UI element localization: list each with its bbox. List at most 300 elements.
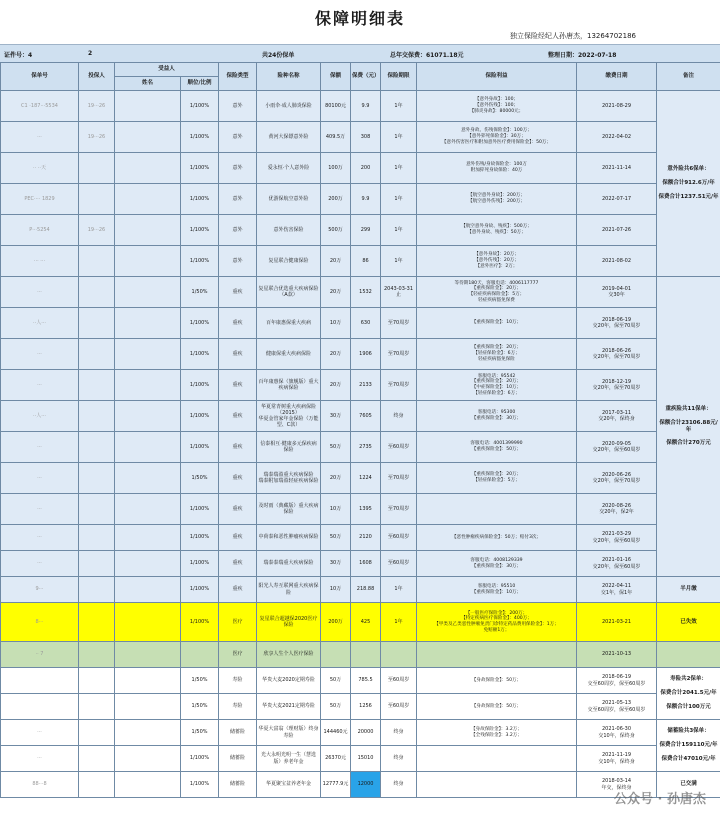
cell-date: 2021-11-14: [577, 153, 657, 184]
table-row: [1, 339, 720, 370]
col-product: 险种名称: [257, 63, 321, 91]
cell-product: 瑞泰瑞盈重大疾病保险 瑞泰附加瑞盈轻症疾病保险: [257, 463, 321, 494]
cell-period: 至60周岁: [381, 432, 417, 463]
cell-beneficiary-name: [115, 525, 181, 551]
cell-ratio: 1/100%: [181, 370, 219, 401]
cell-premium: 1608: [351, 551, 381, 577]
cell-beneficiary-name: [115, 463, 181, 494]
cell-date: 2018-06-19 交至60周岁，保至60周岁: [577, 668, 657, 694]
table-row: [1, 463, 720, 494]
table-row: [1, 215, 720, 246]
cell-coverage: 30万: [321, 401, 351, 432]
table-row: [1, 277, 720, 308]
col-premium: 保费（元）: [351, 63, 381, 91]
cell-product: 华贵大麦2020定期寿险: [257, 668, 321, 694]
cell-ratio: 1/100%: [181, 153, 219, 184]
cell-product: 百年康惠保（旗舰版）重大疾病保险: [257, 370, 321, 401]
cell-ratio: 1/100%: [181, 246, 219, 277]
cell-coverage: 20万: [321, 339, 351, 370]
cell-coverage: 50万: [321, 525, 351, 551]
cell-insured: [79, 642, 115, 668]
cell-insured: [79, 463, 115, 494]
cell-beneficiary-name: [115, 432, 181, 463]
cell-policy-no: 8···: [1, 603, 79, 642]
cell-policy-no: PEC···· 1829: [1, 184, 79, 215]
cell-date: 2020-08-26 交20年，保2年: [577, 494, 657, 525]
cell-coverage: 10万: [321, 308, 351, 339]
cell-beneficiary-name: [115, 215, 181, 246]
cell-date: 2018-06-19 交20年，保至70周岁: [577, 308, 657, 339]
col-coverage: 保额: [321, 63, 351, 91]
cell-premium: 9.9: [351, 91, 381, 122]
table-row: [1, 551, 720, 577]
cell-period: 1年: [381, 603, 417, 642]
cell-product: 优游保航空意外险: [257, 184, 321, 215]
table-row: [1, 153, 720, 184]
remark-half-month: 半月缴: [657, 577, 720, 603]
cell-ratio: 1/50%: [181, 463, 219, 494]
cell-ratio: 1/100%: [181, 401, 219, 432]
cell-policy-no: ···: [1, 277, 79, 308]
cell-date: 2021-01-16 交20年，保至60周岁: [577, 551, 657, 577]
cell-policy-no: ···: [1, 463, 79, 494]
cell-product: 华夏聚宝盆养老年金: [257, 772, 321, 798]
cell-date: 2021-03-29 交20年，保至60周岁: [577, 525, 657, 551]
cell-insured: [79, 370, 115, 401]
table-row: [1, 246, 720, 277]
cell-beneficiary-name: [115, 153, 181, 184]
cell-period: 终身: [381, 401, 417, 432]
cell-benefits: 【恶性肿瘤疾病保险金】：50万；赔付3次；: [417, 525, 577, 551]
cell-ratio: 1/50%: [181, 720, 219, 746]
cell-date: 2021-11-19 交10年，保终身: [577, 746, 657, 772]
table-row: [1, 91, 720, 122]
cell-type: 意外: [219, 184, 257, 215]
cell-benefits: 客服电话：4001399990 【重疾保险金】：50万；: [417, 432, 577, 463]
cell-coverage: 200万: [321, 184, 351, 215]
cell-beneficiary-name: [115, 551, 181, 577]
cell-premium: 15010: [351, 746, 381, 772]
cell-policy-no: ···: [1, 370, 79, 401]
cell-period: 终身: [381, 772, 417, 798]
cell-benefits: [417, 746, 577, 772]
cell-premium: 2120: [351, 525, 381, 551]
cell-date: 2019-04-01 交30年: [577, 277, 657, 308]
col-pay-date: 缴费日期: [577, 63, 657, 91]
cell-period: 至60周岁: [381, 551, 417, 577]
cell-type: 意外: [219, 246, 257, 277]
cell-coverage: 10万: [321, 577, 351, 603]
cell-product: 华夏常青树重大疾病保险（2015） 华夏金管家年金保险（万能型、C款）: [257, 401, 321, 432]
cell-coverage: 50万: [321, 668, 351, 694]
cell-coverage: 20万: [321, 277, 351, 308]
cell-insured: 19···26: [79, 122, 115, 153]
cell-benefits: [417, 494, 577, 525]
cell-beneficiary-name: [115, 694, 181, 720]
cell-date: 2021-08-02: [577, 246, 657, 277]
cell-date: 2022-04-11 交1年，保1年: [577, 577, 657, 603]
cell-policy-no: P···5254: [1, 215, 79, 246]
cell-ratio: 1/100%: [181, 339, 219, 370]
cell-policy-no: [1, 694, 79, 720]
cell-product: 信泰相互·健康多元保疾病保险: [257, 432, 321, 463]
table-row: [1, 308, 720, 339]
cell-period: 1年: [381, 215, 417, 246]
cell-policy-no: ···: [1, 746, 79, 772]
cell-period: 1年: [381, 246, 417, 277]
cell-benefits: 客服电话：95510 【重疾保险金】：10万；: [417, 577, 577, 603]
cell-policy-no: ···: [1, 525, 79, 551]
cell-premium: 9.9: [351, 184, 381, 215]
col-benefits: 保险利益: [417, 63, 577, 91]
cell-insured: [79, 577, 115, 603]
remark-savings: 储蓄险共3保单： 保费合计159110元/年 保费合计47010元/年: [657, 720, 720, 772]
cell-benefits: 客服电话：4008129339 【重疾保险金】：30万；: [417, 551, 577, 577]
total-policies: 共24份保单: [262, 52, 295, 59]
cell-ratio: 1/100%: [181, 772, 219, 798]
cell-beneficiary-name: [115, 668, 181, 694]
cell-coverage: 100万: [321, 153, 351, 184]
cell-insured: [79, 277, 115, 308]
cell-policy-no: ·· 7: [1, 642, 79, 668]
cell-coverage: 200万: [321, 603, 351, 642]
cell-benefits: 【重疾保险金】：10万；: [417, 308, 577, 339]
cell-type: 重疾: [219, 308, 257, 339]
cell-beneficiary-name: [115, 642, 181, 668]
cell-premium: 2735: [351, 432, 381, 463]
cell-beneficiary-name: [115, 339, 181, 370]
cell-beneficiary-name: [115, 308, 181, 339]
table-row: [1, 668, 720, 694]
watermark: 公众号 · 孙唐杰: [614, 792, 706, 807]
cell-date: 2018-06-26 交20年，保至70周岁: [577, 339, 657, 370]
table-row: [1, 525, 720, 551]
cell-ratio: 1/100%: [181, 494, 219, 525]
remark-accident: 意外险共6保单： 保额合计912.6万/年 保费合计1237.51元/年: [657, 91, 720, 277]
cell-period: 1年: [381, 153, 417, 184]
remark-empty: [657, 642, 720, 668]
cell-coverage: 500万: [321, 215, 351, 246]
cell-ratio: 1/100%: [181, 603, 219, 642]
cell-premium: 785.5: [351, 668, 381, 694]
cell-period: [381, 642, 417, 668]
cell-premium: 2133: [351, 370, 381, 401]
cell-product: 华贵大麦2021定期寿险: [257, 694, 321, 720]
cell-insured: [79, 668, 115, 694]
cell-period: 至70周岁: [381, 339, 417, 370]
cell-product: 及时雨（典藏版）重大疾病保险: [257, 494, 321, 525]
cell-coverage: 409.5万: [321, 122, 351, 153]
cell-benefits: 【一般医疗保险金】：200万； 【特定疾病医疗保险金】：400万； 【甲类及乙类恶性肿瘤免责门诊特定药品费用保险金】：1万； 免赔额1万；: [417, 603, 577, 642]
cell-policy-no: ··人···: [1, 401, 79, 432]
cell-insured: [79, 153, 115, 184]
cell-premium: 20000: [351, 720, 381, 746]
cell-coverage: [321, 642, 351, 668]
cell-insured: [79, 603, 115, 642]
cell-date: 2022-04-02: [577, 122, 657, 153]
table-row: [1, 370, 720, 401]
cell-benefits: 客服电话：95300 【重疾保险金】：30万；: [417, 401, 577, 432]
cell-type: 寿险: [219, 694, 257, 720]
col-ins-type: 保险类型: [219, 63, 257, 91]
table-row: [1, 772, 720, 798]
cell-period: 1年: [381, 184, 417, 215]
col-ben-name: 姓名: [115, 77, 181, 91]
agent-contact: 独立保险经纪人孙唐杰，13264702186: [510, 32, 636, 40]
cell-beneficiary-name: [115, 370, 181, 401]
cell-date: 2021-07-26: [577, 215, 657, 246]
cell-policy-no: ···: [1, 720, 79, 746]
cell-date: 2021-03-21: [577, 603, 657, 642]
cell-product: 中荷泰和恶性肿瘤疾病保险: [257, 525, 321, 551]
cell-coverage: 26370元: [321, 746, 351, 772]
cell-policy-no: ···: [1, 551, 79, 577]
cell-premium: 86: [351, 246, 381, 277]
cell-type: 储蓄险: [219, 746, 257, 772]
cell-type: 储蓄险: [219, 720, 257, 746]
cell-date: 2017-03-11 交20年，保终身: [577, 401, 657, 432]
cell-benefits: [417, 772, 577, 798]
cell-period: 1年: [381, 122, 417, 153]
cell-type: 意外: [219, 215, 257, 246]
cell-insured: [79, 525, 115, 551]
annual-premium: 总年交保费：61071.18元: [390, 52, 464, 59]
sort-date: 整理日期：2022-07-18: [548, 52, 617, 59]
cell-premium: 1906: [351, 339, 381, 370]
cell-ratio: 1/100%: [181, 577, 219, 603]
cell-type: 重疾: [219, 401, 257, 432]
cell-product: 阳光人寿互联网重大疾病保险: [257, 577, 321, 603]
cell-beneficiary-name: [115, 91, 181, 122]
cell-period: 至70周岁: [381, 494, 417, 525]
cell-benefits: 意外身故、伤残保险金】：100万； 【意外猝死保险金】：30万； 【意外伤害医疗和附加意外医疗费用保险金】：50万；: [417, 122, 577, 153]
cell-benefits: 意外伤残/身故保险金：100万 附加猝死身故保险：40万: [417, 153, 577, 184]
table-row: [1, 432, 720, 463]
cell-beneficiary-name: [115, 122, 181, 153]
cell-product: 复星联合优选重大疾病保险（A款）: [257, 277, 321, 308]
cell-type: 寿险: [219, 668, 257, 694]
cell-beneficiary-name: [115, 246, 181, 277]
cell-type: 重疾: [219, 432, 257, 463]
cell-premium: 630: [351, 308, 381, 339]
cell-product: 小雨伞·成人肺炎保险: [257, 91, 321, 122]
cell-insured: [79, 432, 115, 463]
cell-policy-no: C1 ·187···5534: [1, 91, 79, 122]
table-row: [1, 184, 720, 215]
cell-coverage: 144460元: [321, 720, 351, 746]
cell-type: 重疾: [219, 494, 257, 525]
cell-benefits: 等待期180天，客服电话：4006117777 【重疾保险金】：20万； 【轻症疾病保险金】：5万； 轻症疾病豁免保费: [417, 277, 577, 308]
cell-ratio: 1/50%: [181, 277, 219, 308]
cell-period: 至60周岁: [381, 668, 417, 694]
cell-coverage: 20万: [321, 463, 351, 494]
cell-product: 黄河大保镖意外险: [257, 122, 321, 153]
col-policy-no: 保单号: [1, 63, 79, 91]
cell-ratio: 1/100%: [181, 551, 219, 577]
cell-policy-no: 9···: [1, 577, 79, 603]
cell-ratio: 1/100%: [181, 215, 219, 246]
cell-type: 意外: [219, 153, 257, 184]
table-row: [1, 603, 720, 642]
cell-insured: [79, 551, 115, 577]
cell-beneficiary-name: [115, 603, 181, 642]
cell-premium: 7605: [351, 401, 381, 432]
cell-type: 医疗: [219, 603, 257, 642]
cell-beneficiary-name: [115, 720, 181, 746]
cell-period: 至60周岁: [381, 694, 417, 720]
cell-product: 百年康惠保重大疾病: [257, 308, 321, 339]
cell-benefits: 【航空意外身故、残疾】：500万； 【意外身故、残疾】：50万；: [417, 215, 577, 246]
cell-benefits: 【身故保险金】：50万；: [417, 694, 577, 720]
cell-type: 意外: [219, 91, 257, 122]
cell-policy-no: 88···8: [1, 772, 79, 798]
summary-bar: [0, 44, 720, 64]
cell-benefits: 【身故保险金】：50万；: [417, 668, 577, 694]
cell-type: 重疾: [219, 277, 257, 308]
cell-premium: [351, 642, 381, 668]
cell-premium: 200: [351, 153, 381, 184]
cell-benefits: 【身故保险金】：3.2万； 【全残保险金】：3.2万；: [417, 720, 577, 746]
cell-benefits: 【意外身故】：100； 【意外伤残】：100； 【肺炎身故】：80000元；: [417, 91, 577, 122]
cell-period: 终身: [381, 746, 417, 772]
cell-benefits: 【航空意外身故】：200万； 【航空意外伤残】：200万；: [417, 184, 577, 215]
cell-date: 2021-06-30 交10年，保终身: [577, 720, 657, 746]
cell-ratio: 1/100%: [181, 746, 219, 772]
cell-benefits: 客服电话：95542 【重疾保险金】：20万； 【中症保险金】：10万； 【轻症保险金】：6万；: [417, 370, 577, 401]
table-row: [1, 746, 720, 772]
cell-beneficiary-name: [115, 772, 181, 798]
remark-finished: 已交满: [657, 772, 720, 798]
cell-ratio: 1/100%: [181, 432, 219, 463]
cell-insured: [79, 694, 115, 720]
cell-insured: [79, 746, 115, 772]
cell-premium: 308: [351, 122, 381, 153]
cell-period: 1年: [381, 91, 417, 122]
cell-premium: 1256: [351, 694, 381, 720]
cell-date: 2018-03-14 年交，保终身: [577, 772, 657, 798]
cell-insured: [79, 308, 115, 339]
cell-product: 光大永明光明一生（慧选版）养老年金: [257, 746, 321, 772]
cell-insured: [79, 246, 115, 277]
cell-beneficiary-name: [115, 577, 181, 603]
table-row: [1, 642, 720, 668]
cell-ratio: 1/50%: [181, 668, 219, 694]
cell-period: 至60周岁: [381, 525, 417, 551]
cell-benefits: 【意外身故】：20万； 【意外伤残】：20万； 【意外医疗】：2万；: [417, 246, 577, 277]
cell-product: 意外伤害保险: [257, 215, 321, 246]
cell-policy-no: [1, 668, 79, 694]
cell-product: 复星联合健康保险: [257, 246, 321, 277]
cell-coverage: 20万: [321, 246, 351, 277]
cell-beneficiary-name: [115, 184, 181, 215]
cell-ratio: 1/100%: [181, 91, 219, 122]
cell-type: 重疾: [219, 339, 257, 370]
policy-table: [0, 62, 720, 798]
remark-critical: 重疾险共11保单： 保额合计23106.88元/年 保额合计270万元: [657, 277, 720, 577]
col-ben-ratio: 顺位/比例: [181, 77, 219, 91]
cell-period: 1年: [381, 577, 417, 603]
cell-beneficiary-name: [115, 494, 181, 525]
table-row: [1, 494, 720, 525]
cell-coverage: 12777.9元: [321, 772, 351, 798]
cell-ratio: 1/100%: [181, 308, 219, 339]
page-title: 保障明细表: [314, 9, 405, 28]
cert-number: 证件号：4: [4, 52, 33, 59]
cell-benefits: [417, 642, 577, 668]
cell-insured: [79, 184, 115, 215]
cell-policy-no: ···: [1, 339, 79, 370]
cell-premium: 12000: [351, 772, 381, 798]
cell-product: 健康保重大疾病保险: [257, 339, 321, 370]
cell-type: 重疾: [219, 551, 257, 577]
cell-benefits: 【重疾保险金】：20万； 【轻症保险金】：6万； 轻症疾病豁免保险: [417, 339, 577, 370]
cell-premium: 1224: [351, 463, 381, 494]
cell-insured: [79, 772, 115, 798]
table-row: [1, 122, 720, 153]
cell-coverage: 30万: [321, 551, 351, 577]
cell-period: 终身: [381, 720, 417, 746]
cell-premium: 1532: [351, 277, 381, 308]
cell-type: 医疗: [219, 642, 257, 668]
table-row: [1, 720, 720, 746]
cell-type: 储蓄险: [219, 772, 257, 798]
cell-period: 2043-03-31止: [381, 277, 417, 308]
cell-product: 爱永恒·个人意外险: [257, 153, 321, 184]
cell-policy-no: ···: [1, 122, 79, 153]
col-beneficiary: 受益人: [115, 63, 219, 77]
cell-premium: 299: [351, 215, 381, 246]
cell-period: 至70周岁: [381, 463, 417, 494]
col-insured: 投保人: [79, 63, 115, 91]
col-remarks: 备注: [657, 63, 720, 91]
cell-insured: 19···26: [79, 91, 115, 122]
cell-policy-no: ···: [1, 432, 79, 463]
cell-coverage: 50万: [321, 694, 351, 720]
cell-beneficiary-name: [115, 746, 181, 772]
cert-number-suffix: 2: [88, 50, 93, 57]
cell-product: 华夏大富翁（理财版）终身寿险: [257, 720, 321, 746]
remark-life: 寿险共2保单： 保费合计2041.5元/年 保额合计100万元: [657, 668, 720, 720]
cell-coverage: 20万: [321, 370, 351, 401]
cell-period: 至70周岁: [381, 308, 417, 339]
table-row: [1, 401, 720, 432]
cell-insured: [79, 339, 115, 370]
table-row: [1, 694, 720, 720]
cell-coverage: 80100元: [321, 91, 351, 122]
cell-date: 2021-10-13: [577, 642, 657, 668]
cell-product: 瑞泰泰瑞重大疾病保险: [257, 551, 321, 577]
cell-premium: 218.88: [351, 577, 381, 603]
cell-premium: 1395: [351, 494, 381, 525]
cell-ratio: [181, 642, 219, 668]
cell-type: 意外: [219, 122, 257, 153]
table-row: [1, 577, 720, 603]
cell-ratio: 1/100%: [181, 525, 219, 551]
cell-beneficiary-name: [115, 401, 181, 432]
cell-type: 重疾: [219, 577, 257, 603]
cell-insured: [79, 720, 115, 746]
cell-ratio: 1/50%: [181, 694, 219, 720]
cell-coverage: 10万: [321, 494, 351, 525]
cell-date: 2018-12-19 交20年，保至70周岁: [577, 370, 657, 401]
cell-premium: 425: [351, 603, 381, 642]
cell-insured: [79, 401, 115, 432]
cell-date: 2022-07-17: [577, 184, 657, 215]
cell-policy-no: ··· ···: [1, 246, 79, 277]
cell-product: 欣享人生个人医疗保险: [257, 642, 321, 668]
col-period: 保险期限: [381, 63, 417, 91]
cell-policy-no: ··人···: [1, 308, 79, 339]
